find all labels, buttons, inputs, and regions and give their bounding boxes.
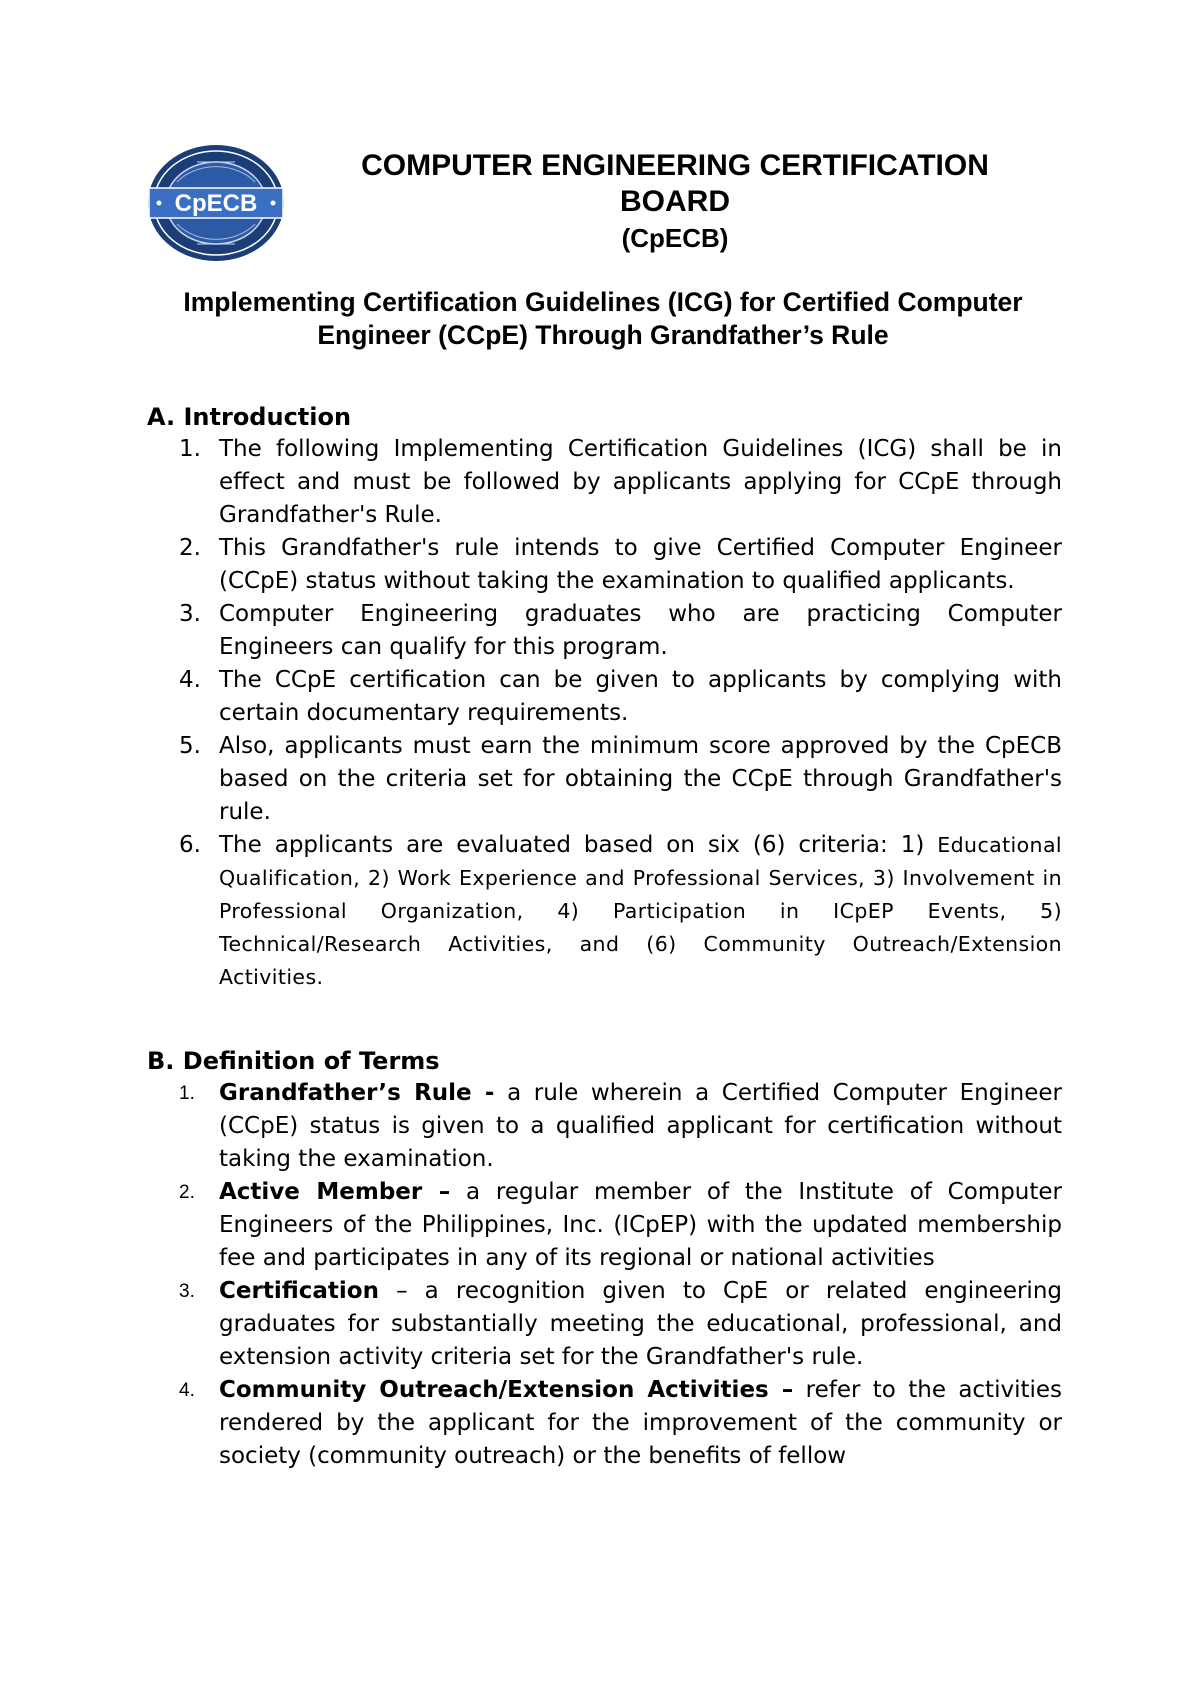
list-item-number: 1. [179,436,201,462]
list-item [147,598,1062,664]
list-item-text: Also, applicants must earn the minimum score approved by the CpECB based on the criteria set for obtaining the CCpE through Grandfather's rule. [219,733,1062,825]
list-item-text: This Grandfather's rule intends to give Certified Computer Engineer (CCpE) status without taking the examination to qualified applicants. [219,535,1062,594]
section-heading-definitions: B. Definition of Terms [147,1047,440,1075]
list-item [147,1374,1062,1473]
section-heading-introduction: A. Introduction [147,403,352,431]
organization-header [290,148,1060,256]
definition-term: Grandfather’s Rule - [219,1080,495,1106]
list-item-number: 3. [179,1281,195,1302]
introduction-list [147,433,1062,994]
definition-term: Community Outreach/Extension Activities – [219,1377,794,1403]
list-item-number: 4. [179,1380,195,1401]
definition-text: a regular member of the Institute of Computer Engineers of the Philippines, Inc. (ICpEP) with the updated membership fee and participates in any of its regional or national activities [219,1179,1063,1271]
list-item-number: 1. [179,1083,195,1104]
section-definition-of-terms [147,1045,1062,1473]
list-item-text-lead: The applicants are evaluated based on six (6) criteria: 1) [219,832,925,858]
list-item [147,1176,1062,1275]
definition-term: Certification [219,1278,379,1304]
list-item-number: 4. [179,667,201,693]
document-title-line1: Implementing Certification Guidelines (ICG) for Certified Computer [183,287,1023,317]
cpecb-seal-icon [147,144,285,262]
list-item-text: The CCpE certification can be given to applicants by complying with certain documentary requirements. [219,667,1062,726]
list-item [147,664,1062,730]
cpecb-seal-logo [147,144,285,262]
list-item-text-criteria: Educational Qualification, 2) Work Experience and Professional Services, 3) Involvement in Professional Organization, 4) Participation in ICpEP Events, 5) Technical/Research Activities, and (6) Community Outreach/Extension Activities. [219,833,1062,989]
list-item-number: 6. [179,832,201,858]
list-item [147,1077,1062,1176]
list-item [147,1275,1062,1374]
org-name-line2: BOARD [620,185,730,218]
list-item [147,829,1062,994]
definitions-list [147,1077,1062,1473]
org-name-line1: COMPUTER ENGINEERING CERTIFICATION [361,149,989,182]
definition-term: Active Member – [219,1179,451,1205]
list-item-text: The following Implementing Certification Guidelines (ICG) shall be in effect and must be followed by applicants applying for CCpE through Grandfather's Rule. [219,436,1062,528]
document-title [130,286,1076,352]
list-item-number: 5. [179,733,201,759]
list-item-text: Computer Engineering graduates who are practicing Computer Engineers can qualify for this program. [219,601,1062,660]
list-item [147,532,1062,598]
list-item-number: 2. [179,535,201,561]
list-item [147,433,1062,532]
document-title-line2: Engineer (CCpE) Through Grandfather’s Rule [317,320,889,350]
definition-text: refer to the activities rendered by the applicant for the improvement of the community or society (community outreach) or the benefits of fellow [219,1377,1063,1469]
definition-text: – a recognition given to CpE or related engineering graduates for substantially meeting the educational, professional, and extension activity criteria set for the Grandfather's rule. [219,1278,1063,1370]
section-introduction [147,401,1062,994]
org-abbreviation: (CpECB) [621,223,729,253]
list-item-number: 2. [179,1182,195,1203]
definition-text: a rule wherein a Certified Computer Engineer (CCpE) status is given to a qualified applicant for certification without taking the examination. [219,1080,1062,1172]
list-item [147,730,1062,829]
logo-text: CpECB [174,190,258,217]
list-item-number: 3. [179,601,201,627]
